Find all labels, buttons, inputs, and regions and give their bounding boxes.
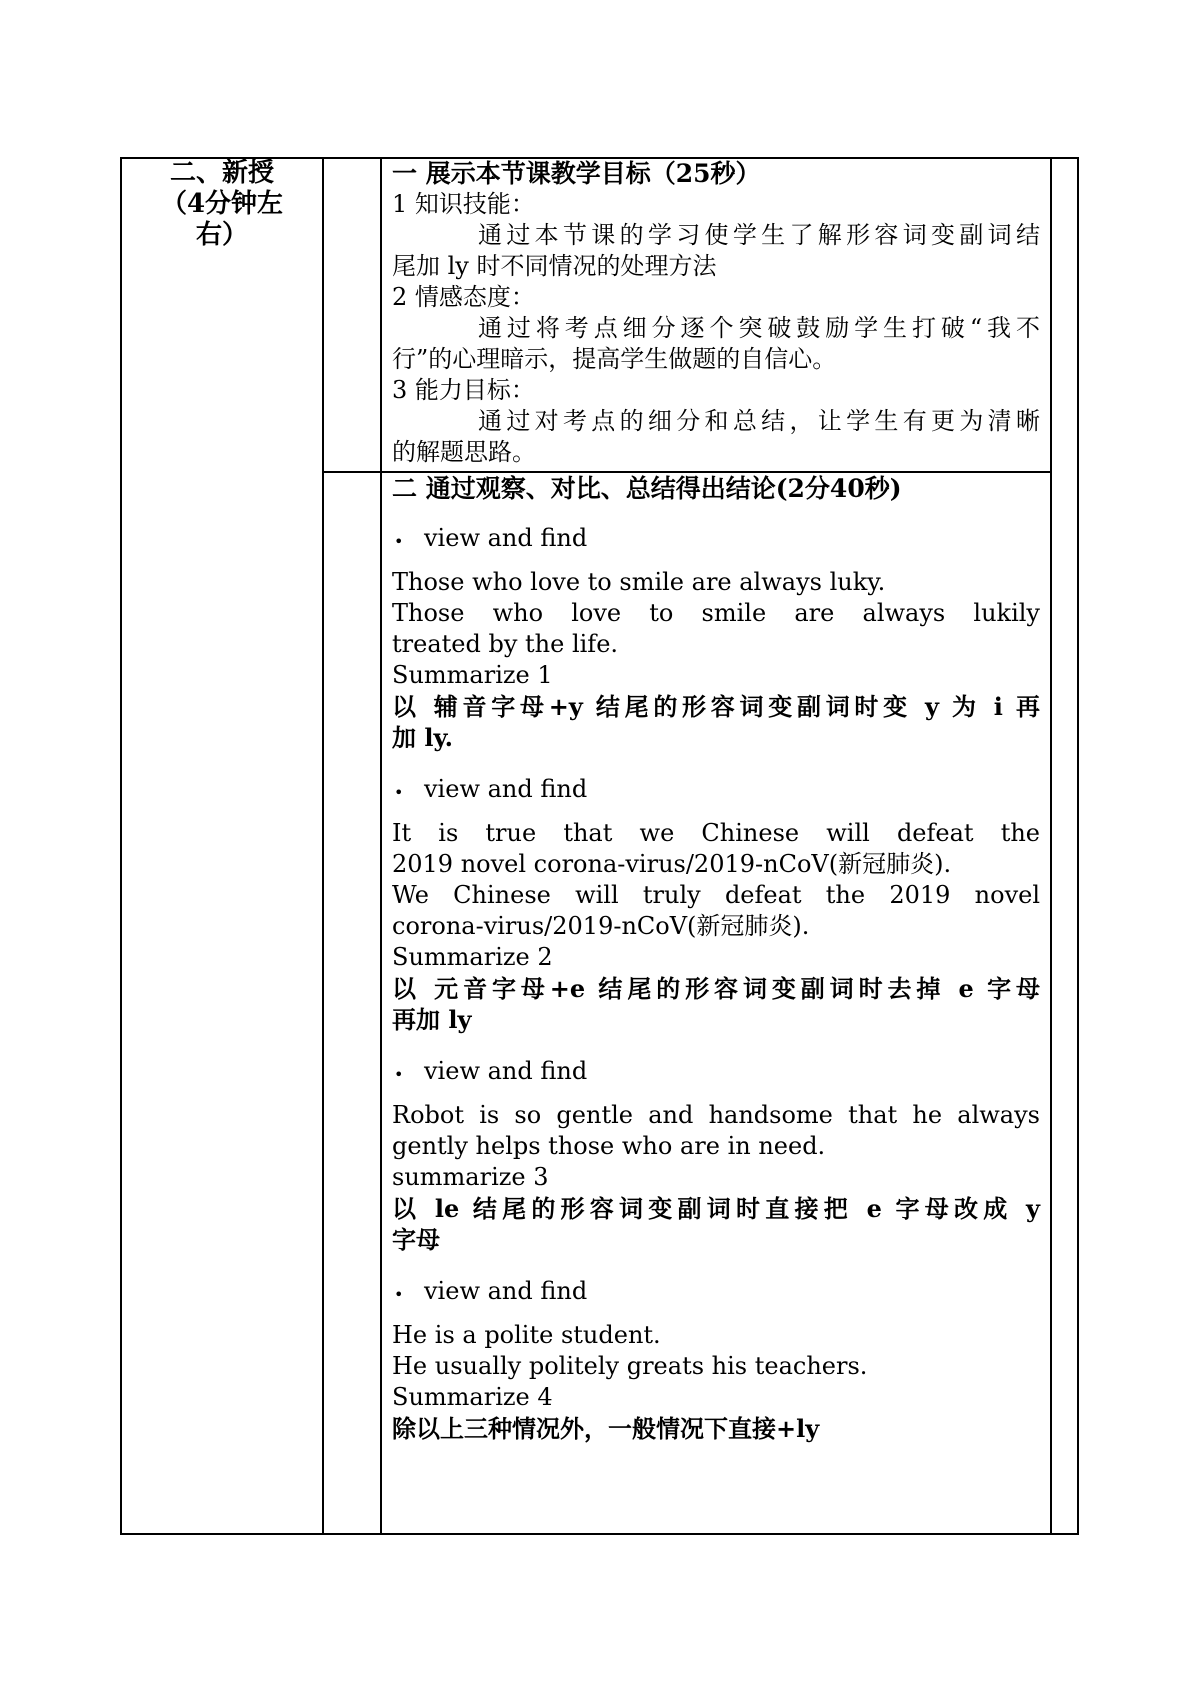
example-sentence: corona-virus/2019-nCoV(新冠肺炎).	[392, 912, 810, 940]
example-sentence: We Chinese will truly defeat the 2019 novel	[392, 881, 1040, 909]
stage-title-line3: 右）	[195, 220, 248, 250]
example-sentence: It is true that we Chinese will defeat the	[392, 819, 1040, 847]
bullet-icon: •	[394, 532, 404, 551]
summary-rule: 再加 ly	[392, 1005, 472, 1034]
table-bottom-border	[120, 1533, 1078, 1535]
goal2-text-line1: 通过将考点细分逐个突破鼓励学生打破“我不	[478, 314, 1040, 342]
stage-title-line1: 二、新授	[169, 158, 274, 188]
summary-title: Summarize 4	[392, 1383, 553, 1411]
summary-rule: 以 辅音字母+y 结尾的形容词变副词时变 y 为 i 再	[392, 692, 1040, 721]
goal2-title: 2 情感态度：	[392, 283, 535, 311]
column-divider-2	[380, 157, 382, 1535]
goal3-text-line2: 的解题思路。	[392, 438, 536, 466]
section2-heading: 二 通过观察、对比、总结得出结论(2分40秒)	[392, 474, 902, 503]
goal3-text-line1: 通过对考点的细分和总结，让学生有更为清晰	[478, 407, 1040, 435]
summary-rule: 加 ly.	[392, 723, 454, 752]
view-and-find-label: view and find	[424, 524, 588, 552]
summary-rule: 以 元音字母+e 结尾的形容词变副词时去掉 e 字母	[392, 974, 1040, 1003]
table-right-border	[1077, 157, 1079, 1535]
column-divider-1	[322, 157, 324, 1535]
goal2-text-line2: 行”的心理暗示，提高学生做题的自信心。	[392, 345, 837, 373]
column-divider-3	[1050, 157, 1052, 1535]
goal1-title: 1 知识技能：	[392, 190, 535, 218]
example-sentence: treated by the life.	[392, 630, 619, 658]
summary-title: Summarize 1	[392, 661, 553, 689]
section1-heading: 一 展示本节课教学目标（25秒）	[392, 159, 761, 188]
bullet-icon: •	[394, 783, 404, 802]
example-sentence: 2019 novel corona-virus/2019-nCoV(新冠肺炎).	[392, 850, 952, 878]
table-left-border	[120, 157, 122, 1535]
goal1-text-line1: 通过本节课的学习使学生了解形容词变副词结	[478, 221, 1040, 249]
example-sentence: Robot is so gentle and handsome that he always	[392, 1101, 1040, 1129]
bullet-icon: •	[394, 1065, 404, 1084]
summary-title: Summarize 2	[392, 943, 553, 971]
example-sentence: He is a polite student.	[392, 1321, 661, 1349]
example-sentence: Those who love to smile are always luky.	[392, 568, 886, 596]
example-sentence: Those who love to smile are always lukily	[392, 599, 1040, 627]
example-sentence: gently helps those who are in need.	[392, 1132, 826, 1160]
view-and-find-label: view and find	[424, 1277, 588, 1305]
summary-title: summarize 3	[392, 1163, 549, 1191]
example-sentence: He usually politely greats his teachers.	[392, 1352, 868, 1380]
stage-title-line2: （4分钟左	[160, 189, 284, 219]
view-and-find-label: view and find	[424, 775, 588, 803]
summary-rule: 字母	[392, 1225, 440, 1254]
goal1-text-line2: 尾加 ly 时不同情况的处理方法	[392, 252, 717, 280]
summary-rule: 以 le 结尾的形容词变副词时直接把 e 字母改成 y	[392, 1194, 1040, 1223]
view-and-find-label: view and find	[424, 1057, 588, 1085]
bullet-icon: •	[394, 1285, 404, 1304]
goal3-title: 3 能力目标：	[392, 376, 535, 404]
summary-rule: 除以上三种情况外，一般情况下直接+ly	[392, 1414, 820, 1443]
